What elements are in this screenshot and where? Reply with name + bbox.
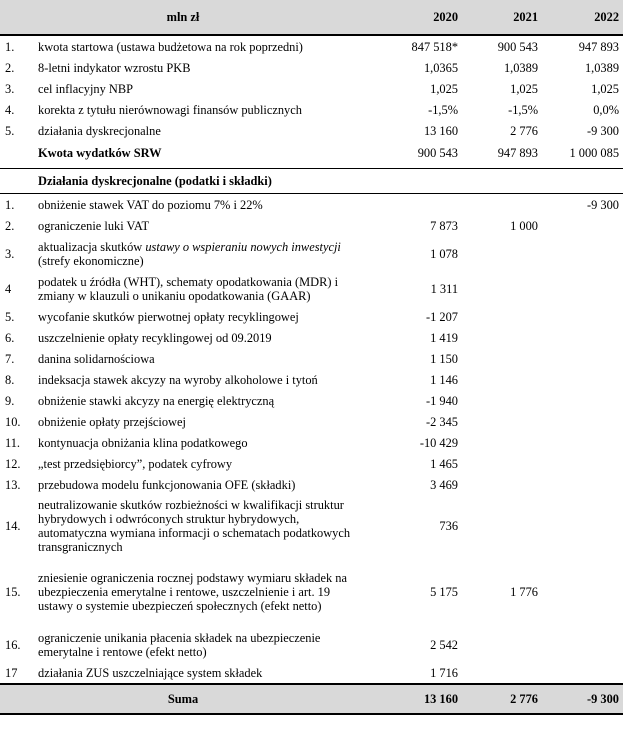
row-label: wycofanie skutków pierwotnej opłaty recyklingowej [38,309,299,324]
table-row [0,306,623,327]
header-row [0,0,623,35]
table-row [0,662,623,684]
value-2021 [462,495,542,557]
row-label: neutralizowanie skutków rozbieżności w kwalifikacji struktur hybrydowych i odwróconych struktur hybrydowych, automatyczna wymiana informacji o schematach podatkowych transgranicznych [38,498,351,554]
value-2022 [542,453,623,474]
row-label: działania ZUS uszczelniające system składek [38,665,263,680]
row-number: 11. [5,435,21,450]
col-header-2021: 2021 [462,0,542,35]
row-label: kwota startowa (ustawa budżetowa na rok poprzedni) [38,39,303,54]
row-label: obniżenie opłaty przejściowej [38,414,186,429]
value-2020: 2 542 [430,637,459,652]
value-2020: 3 469 [430,477,459,492]
row-label: obniżenie stawek VAT do poziomu 7% i 22% [38,197,263,212]
row-label: podatek u źródła (WHT), schematy opodatkowania (MDR) i zmiany w klauzuli o unikaniu opodatkowania (GAAR) [38,274,339,303]
row-label: kontynuacja obniżania klina podatkowego [38,435,248,450]
value-2020: 1 465 [430,456,459,471]
value-2022 [542,306,623,327]
table-row [0,411,623,432]
row-number: 3. [5,81,15,96]
value-2020: -2 345 [426,414,459,429]
value-2022: -9 300 [587,197,620,212]
value-2020: 1 716 [430,665,459,680]
value-2022: 0,0% [593,102,620,117]
value-2022 [542,215,623,236]
value-2021: 900 543 [497,39,539,54]
row-number: 13. [5,477,21,492]
row-number: 2. [5,60,15,75]
row-label: korekta z tytułu nierównowagi finansów publicznych [38,102,302,117]
value-2021 [462,194,542,216]
value-2021 [462,327,542,348]
value-2022 [542,369,623,390]
kwota-2021: 947 893 [497,145,539,160]
kwota-row [0,141,623,164]
row-label: „test przedsiębiorcy”, podatek cyfrowy [38,456,233,471]
row-number: 12. [5,456,21,471]
value-2022 [542,474,623,495]
value-2021 [462,271,542,306]
table-row [0,474,623,495]
col-header-2022: 2022 [542,0,623,35]
row-number: 7. [5,351,15,366]
kwota-2020: 900 543 [417,145,459,160]
value-2021 [462,627,542,662]
value-2021: 1 000 [510,218,539,233]
value-2021 [462,474,542,495]
value-2022 [542,236,623,271]
sum-label: Suma [0,684,366,714]
value-2021: -1,5% [508,102,539,117]
row-number: 16. [5,637,21,652]
row-number: 4. [5,102,15,117]
value-2020: 1,0365 [423,60,459,75]
row-number: 5. [5,309,15,324]
row-number: 5. [5,123,15,138]
row-label: ograniczenie unikania płacenia składek na ubezpieczenie emerytalne i rentowe (efekt netto) [38,630,321,659]
row-number: 14. [5,519,21,533]
kwota-2022: 1 000 085 [569,145,620,160]
col-header-2020: 2020 [366,0,462,35]
table-row [0,35,623,57]
row-label: ograniczenie luki VAT [38,218,150,233]
table-row [0,57,623,78]
row-label: obniżenie stawki akcyzy na energię elektryczną [38,393,275,408]
row-number: 1. [5,197,15,212]
row-label: przebudowa modelu funkcjonowania OFE (składki) [38,477,296,492]
table-row [0,271,623,306]
value-2020: -1 940 [426,393,459,408]
value-2020: 1,025 [430,81,459,96]
value-2022 [542,495,623,557]
value-2022: 1,025 [591,81,620,96]
value-2021 [462,390,542,411]
row-label: 8-letni indykator wzrostu PKB [38,60,191,75]
sum-2022: -9 300 [542,684,623,714]
value-2020: 5 175 [430,585,459,599]
value-2022: 1,0389 [584,60,620,75]
row-number: 15. [5,585,21,599]
value-2020: 13 160 [423,123,459,138]
section-header-row [0,169,623,194]
value-2021: 1,0389 [503,60,539,75]
value-2020: -10 429 [419,435,459,450]
table-row [0,327,623,348]
table-row [0,215,623,236]
row-number: 10. [5,414,21,429]
value-2022 [542,627,623,662]
value-2022 [542,271,623,306]
sum-2021: 2 776 [462,684,542,714]
sum-row [0,684,623,714]
value-2020: 1 419 [430,330,459,345]
value-2022: -9 300 [587,123,620,138]
section-title: Działania dyskrecjonalne (podatki i składki) [34,169,623,194]
table-row [0,348,623,369]
kwota-label: Kwota wydatków SRW [38,145,162,160]
value-2020: 1 311 [430,281,459,296]
table-row [0,120,623,141]
row-number: 6. [5,330,15,345]
value-2022 [542,327,623,348]
value-2022 [542,390,623,411]
row-number: 8. [5,372,15,387]
table-row [0,390,623,411]
value-2020: 847 518* [411,39,459,54]
value-2020 [366,194,462,216]
value-2021: 1 776 [510,585,539,599]
row-label: indeksacja stawek akcyzy na wyroby alkoholowe i tytoń [38,372,318,387]
sum-2020: 13 160 [366,684,462,714]
table-row [0,99,623,120]
table-row [0,194,623,216]
row-label: działania dyskrecjonalne [38,123,161,138]
row-label: aktualizacja skutków ustawy o wspieraniu nowych inwestycji (strefy ekonomiczne) [38,239,341,268]
row-number: 17 [5,665,18,680]
value-2020: 1 078 [430,246,459,261]
value-2021 [462,369,542,390]
value-2020: 1 146 [430,372,459,387]
row-number: 1. [5,39,15,54]
row-label: cel inflacyjny NBP [38,81,133,96]
value-2022 [542,432,623,453]
value-2020: 1 150 [430,351,459,366]
table-row [0,495,623,557]
value-2021 [462,236,542,271]
table-row [0,78,623,99]
value-2021 [462,348,542,369]
value-2022 [542,348,623,369]
row-number: 9. [5,393,15,408]
table-row [0,432,623,453]
value-2022: 947 893 [578,39,620,54]
value-2022 [542,662,623,684]
row-label: danina solidarnościowa [38,351,155,366]
value-2021 [462,662,542,684]
value-2020: -1,5% [428,102,459,117]
value-2021 [462,432,542,453]
value-2022 [542,411,623,432]
row-label: uszczelnienie opłaty recyklingowej od 09.2019 [38,330,272,345]
value-2021 [462,306,542,327]
value-2021 [462,453,542,474]
value-2021 [462,411,542,432]
row-number: 4 [5,281,12,296]
table-row [0,236,623,271]
row-number: 3. [5,246,15,261]
table-row [0,557,623,627]
table-row [0,369,623,390]
value-2020: -1 207 [426,309,459,324]
unit-label: mln zł [0,0,366,35]
value-2020: 736 [439,519,459,533]
value-2021: 1,025 [510,81,539,96]
row-label: zniesienie ograniczenia rocznej podstawy wymiaru składek na ubezpieczenia emerytalne i rentowe, uszczelnienie i art. 19 ustawy o systemie ubezpieczeń społecznych (efekt netto) [38,571,347,613]
table-row [0,453,623,474]
value-2020: 7 873 [430,218,459,233]
value-2022 [542,557,623,627]
row-number: 2. [5,218,15,233]
value-2021: 2 776 [510,123,539,138]
table-row [0,627,623,662]
